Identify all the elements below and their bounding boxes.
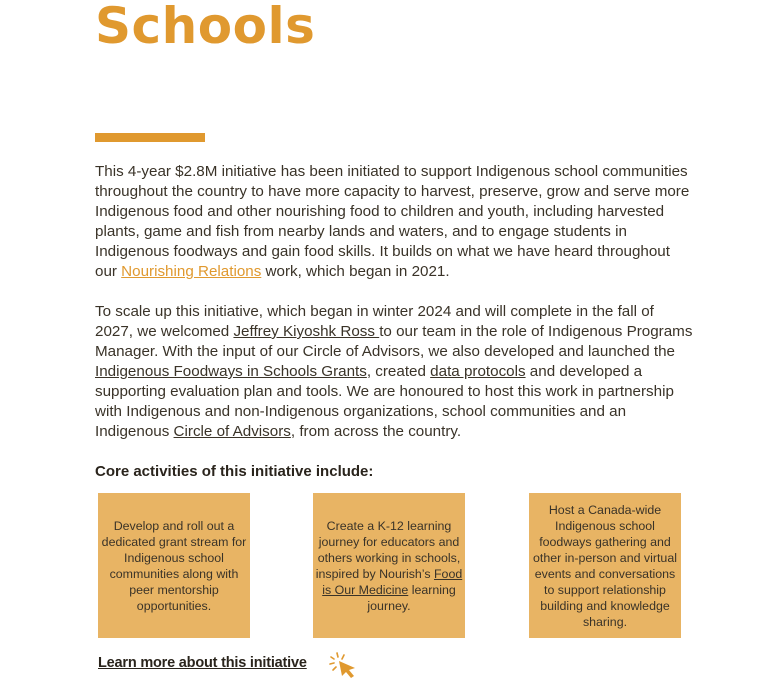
intro-paragraph-2 bbox=[95, 302, 695, 442]
data-protocols-link[interactable]: data protocols bbox=[430, 363, 526, 380]
intro-text-tail: work, which began in 2021. bbox=[261, 263, 450, 280]
page-title bbox=[95, 0, 735, 54]
p2-text-b: to our team in the role of Indigenous Programs Manager. With the input of our Circle of Advisors, we also developed and launched the bbox=[95, 323, 693, 360]
nourishing-relations-link[interactable]: Nourishing Relations bbox=[121, 263, 262, 280]
p2-text-d: and developed a supporting evaluation plan and tools. We are honoured to host this work in partnership with Indigenous and non-Indigenous organizations, school communities and an Indigenous bbox=[95, 363, 674, 440]
click-cursor-icon[interactable] bbox=[328, 651, 360, 679]
title-underline-divider bbox=[95, 133, 205, 142]
activity-card-gathering bbox=[529, 493, 681, 638]
circle-of-advisors-link[interactable]: Circle of Advisors bbox=[173, 423, 291, 440]
title-line-2: Schools bbox=[95, 0, 316, 55]
core-activities-heading: Core activities of this initiative include: bbox=[95, 463, 374, 480]
activity-card-learning-journey bbox=[313, 493, 465, 638]
intro-paragraph-1 bbox=[95, 162, 695, 282]
activity-card-text bbox=[315, 518, 463, 614]
activity-card-text: Host a Canada-wide Indigenous school foodways gathering and other in-person and virtual events and conversations to support relationship building and knowledge sharing. bbox=[533, 502, 677, 629]
p2-text-c: , created bbox=[366, 363, 431, 380]
grants-link[interactable]: Indigenous Foodways in Schools Grants bbox=[95, 363, 367, 380]
p2-text-a: To scale up this initiative, which began in winter 2024 and will complete in the fall of 2027, we welcomed bbox=[95, 303, 654, 340]
food-is-our-medicine-link[interactable]: Food is Our Medicine bbox=[322, 566, 463, 597]
intro-text: This 4-year $2.8M initiative has been initiated to support Indigenous school communities throughout the country to have more capacity to harvest, preserve, grow and serve more Indigenous food and other nourishing food to children and youth, including harvested plants, game and fish from nearby lands and waters, and to engage students in Indigenous foodways and gain food skills. It builds on what we have heard throughout our bbox=[95, 163, 690, 280]
card-text-after: learning journey. bbox=[367, 582, 456, 613]
p2-text-e: , from across the country. bbox=[290, 423, 462, 440]
jeffrey-ross-link[interactable]: Jeffrey Kiyoshk Ross bbox=[233, 323, 380, 340]
activity-card-text: Develop and roll out a dedicated grant stream for Indigenous school communities along with peer mentorship opportunities. bbox=[101, 518, 247, 613]
card-text-before: Create a K-12 learning journey for educators and others working in schools, inspired by Nourish’s bbox=[315, 518, 461, 581]
activity-card-grants bbox=[98, 493, 250, 638]
learn-more-link[interactable]: Learn more about this initiative bbox=[98, 655, 307, 671]
